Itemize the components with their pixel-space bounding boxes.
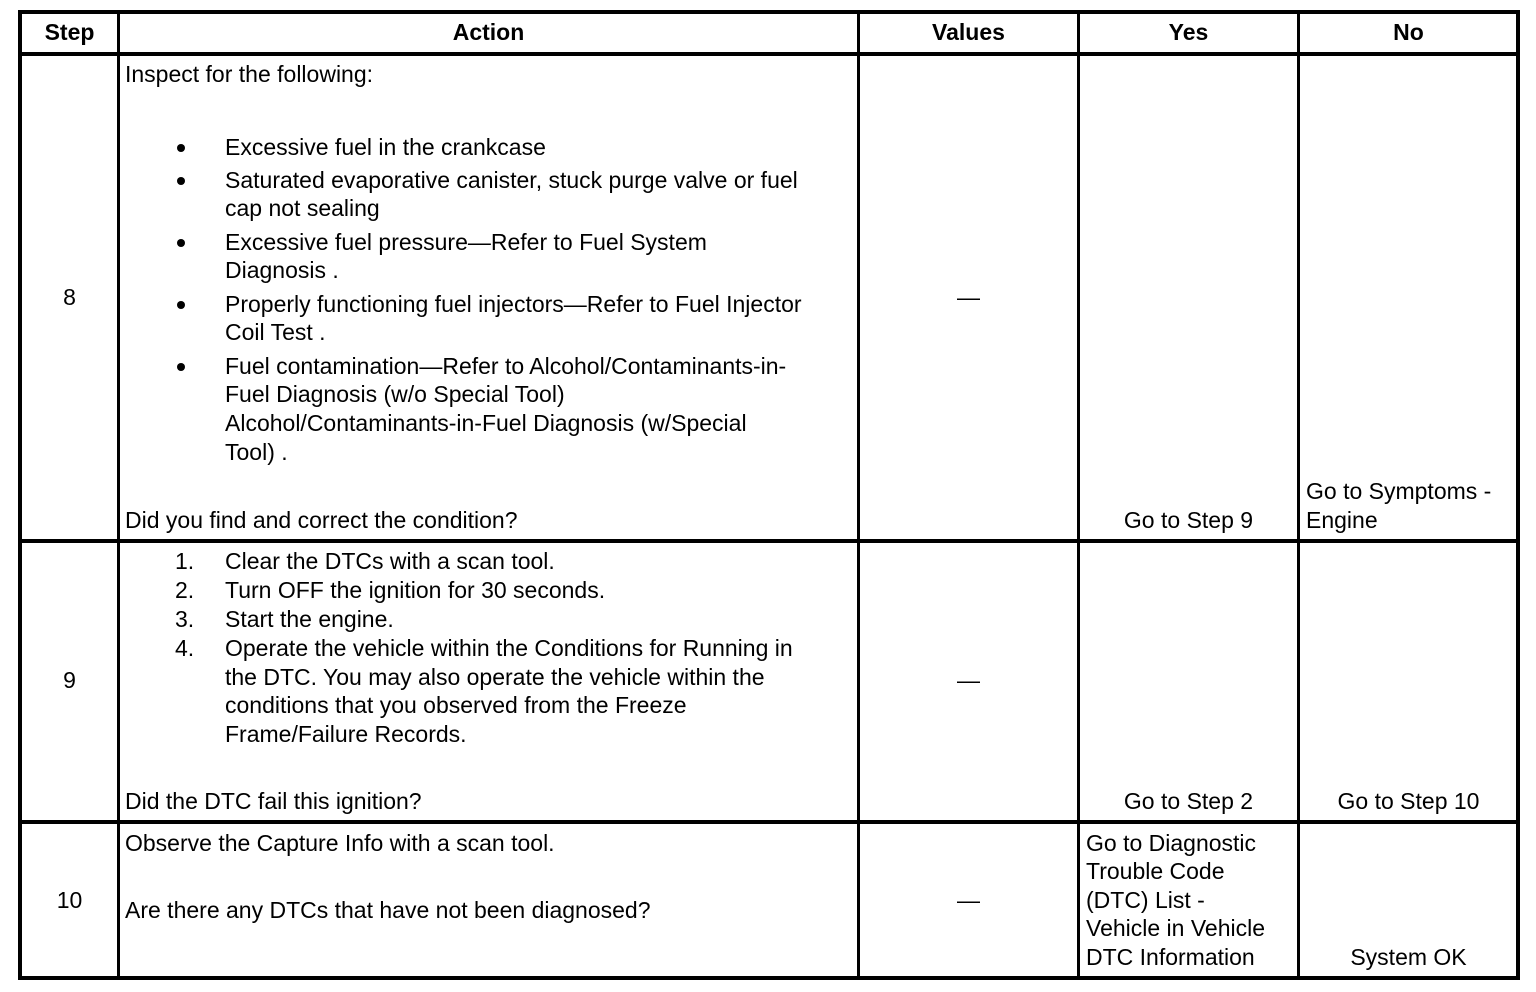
row-divider	[22, 52, 1516, 56]
list-item-cont: the DTC. You may also operate the vehicle within the	[225, 664, 765, 690]
bullet-item-cont: Alcohol/Contaminants-in-Fuel Diagnosis (w/Special	[225, 410, 747, 436]
action-intro: Observe the Capture Info with a scan tool.	[125, 830, 555, 856]
col-divider	[1297, 14, 1300, 976]
action-question: Are there any DTCs that have not been diagnosed?	[125, 897, 651, 923]
no-result-cont: Engine	[1306, 507, 1378, 533]
bullet-icon	[177, 239, 185, 247]
bullet-icon	[177, 363, 185, 371]
col-divider	[1077, 14, 1080, 976]
action-question: Did you find and correct the condition?	[125, 507, 518, 533]
header-no: No	[1393, 19, 1424, 45]
bullet-icon	[177, 144, 185, 152]
header-step: Step	[44, 19, 95, 45]
no-result: System OK	[1350, 944, 1467, 970]
value-dash: —	[957, 667, 980, 693]
list-item: Turn OFF the ignition for 30 seconds.	[225, 577, 606, 603]
step-number: 10	[56, 887, 83, 913]
bullet-item: Properly functioning fuel injectors—Refer to Fuel Injector	[225, 291, 802, 317]
row-divider	[22, 820, 1516, 824]
yes-result-cont: DTC Information	[1086, 944, 1255, 970]
header-action: Action	[452, 19, 525, 45]
bullet-item: Saturated evaporative canister, stuck purge valve or fuel	[225, 167, 798, 193]
list-number: 1.	[175, 548, 195, 574]
bullet-icon	[177, 177, 185, 185]
yes-result: Go to Step 2	[1123, 788, 1254, 814]
bullet-icon	[177, 301, 185, 309]
yes-result: Go to Diagnostic	[1086, 830, 1257, 856]
bullet-item-cont: Diagnosis .	[225, 257, 339, 283]
action-question: Did the DTC fail this ignition?	[125, 788, 422, 814]
col-divider	[857, 14, 860, 976]
yes-result-cont: (DTC) List -	[1086, 887, 1205, 913]
bullet-item-cont: Coil Test .	[225, 319, 326, 345]
col-divider	[117, 14, 120, 976]
bullet-item-cont: Fuel Diagnosis (w/o Special Tool)	[225, 381, 565, 407]
list-number: 2.	[175, 577, 195, 603]
action-intro: Inspect for the following:	[125, 61, 374, 87]
header-yes: Yes	[1168, 19, 1209, 45]
list-item: Operate the vehicle within the Conditions for Running in	[225, 635, 793, 661]
bullet-item: Excessive fuel in the crankcase	[225, 134, 546, 160]
value-dash: —	[957, 887, 980, 913]
list-item-cont: Frame/Failure Records.	[225, 721, 467, 747]
bullet-item: Excessive fuel pressure—Refer to Fuel System	[225, 229, 707, 255]
bullet-item: Fuel contamination—Refer to Alcohol/Contaminants-in-	[225, 353, 787, 379]
no-result: Go to Step 10	[1337, 788, 1480, 814]
list-item: Start the engine.	[225, 606, 394, 632]
header-values: Values	[932, 19, 1005, 45]
row-divider	[22, 539, 1516, 543]
list-item-cont: conditions that you observed from the Freeze	[225, 692, 687, 718]
list-number: 4.	[175, 635, 195, 661]
yes-result-cont: Vehicle in Vehicle	[1086, 915, 1266, 941]
step-number: 9	[63, 667, 76, 693]
list-number: 3.	[175, 606, 195, 632]
no-result: Go to Symptoms -	[1306, 478, 1492, 504]
bullet-item-cont: Tool) .	[225, 439, 288, 465]
yes-result-cont: Trouble Code	[1086, 858, 1225, 884]
list-item: Clear the DTCs with a scan tool.	[225, 548, 555, 574]
step-number: 8	[63, 284, 76, 310]
value-dash: —	[957, 284, 980, 310]
bullet-item-cont: cap not sealing	[225, 195, 380, 221]
yes-result: Go to Step 9	[1123, 507, 1254, 533]
